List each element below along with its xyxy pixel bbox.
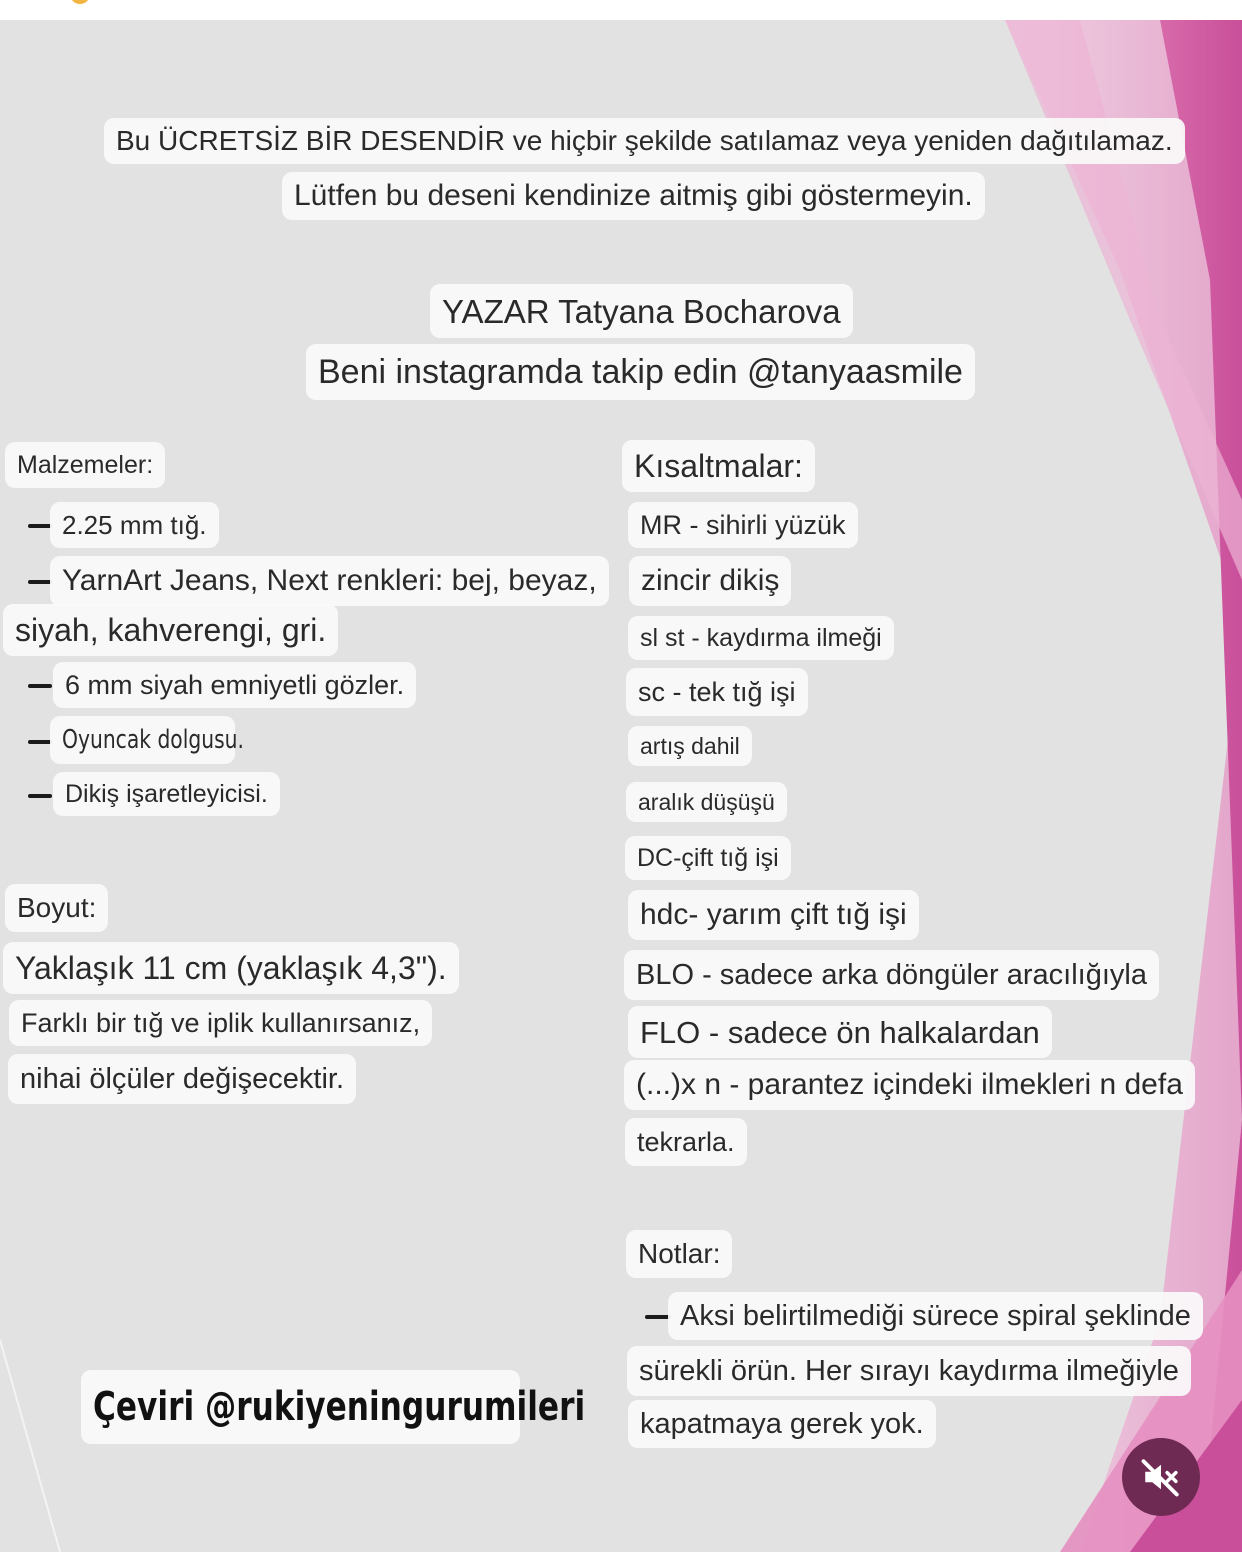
materials-item-stuffing-text: Oyuncak dolgusu. (62, 725, 244, 755)
bullet-dash (28, 524, 52, 528)
bullet-dash (28, 740, 52, 744)
notes-title: Notlar: (626, 1230, 732, 1278)
size-line-2: Farklı bir tığ ve iplik kullanırsanız, (9, 1000, 432, 1046)
mute-button[interactable] (1122, 1438, 1200, 1516)
size-line-1: Yaklaşık 11 cm (yaklaşık 4,3"). (3, 942, 459, 994)
materials-title: Malzemeler: (5, 442, 165, 488)
materials-item-hook: 2.25 mm tığ. (50, 502, 219, 548)
translator-credit-text: Çeviri @rukiyeningurumileri (93, 1384, 586, 1430)
abbreviation-dc: DC-çift tığ işi (625, 836, 791, 880)
instagram-follow-label: Beni instagramda takip edin @tanyaasmile (306, 344, 975, 400)
size-line-3: nihai ölçüler değişecektir. (8, 1054, 356, 1104)
materials-item-stuffing (50, 716, 244, 764)
abbreviations-title: Kısaltmalar: (622, 440, 815, 492)
disclaimer-line-2: Lütfen bu deseni kendinize aitmiş gibi göstermeyin. (282, 172, 985, 220)
abbreviation-sl-st: sl st - kaydırma ilmeği (628, 616, 894, 660)
notes-line-2: sürekli örün. Her sırayı kaydırma ilmeğiyle (627, 1346, 1191, 1396)
abbreviation-repeat: (...)x n - parantez içindeki ilmekleri n defa (624, 1060, 1195, 1110)
top-bar (0, 0, 1242, 20)
notes-line-1: Aksi belirtilmediği sürece spiral şeklinde (668, 1292, 1203, 1340)
materials-item-marker: Dikiş işaretleyicisi. (53, 772, 280, 816)
author-label: YAZAR Tatyana Bocharova (430, 284, 853, 338)
translator-credit (81, 1370, 586, 1444)
disclaimer-line-1: Bu ÜCRETSİZ BİR DESENDİR ve hiçbir şekilde satılamaz veya yeniden dağıtılamaz. (104, 118, 1185, 164)
notes-line-3: kapatmaya gerek yok. (628, 1400, 936, 1448)
abbreviation-flo: FLO - sadece ön halkalardan (628, 1006, 1052, 1058)
top-indicator (70, 0, 90, 4)
materials-item-yarn: YarnArt Jeans, Next renkleri: bej, beyaz, (50, 556, 609, 606)
bullet-dash (28, 684, 52, 688)
abbreviation-blo: BLO - sadece arka döngüler aracılığıyla (624, 950, 1159, 1000)
bullet-dash (28, 794, 52, 798)
abbreviation-inc: artış dahil (628, 726, 752, 766)
size-title: Boyut: (5, 884, 108, 932)
abbreviation-hdc: hdc- yarım çift tığ işi (628, 890, 919, 940)
abbreviation-chain: zincir dikiş (629, 556, 791, 606)
abbreviation-dec: aralık düşüşü (626, 782, 787, 822)
materials-item-eyes: 6 mm siyah emniyetli gözler. (53, 662, 416, 708)
abbreviation-sc: sc - tek tığ işi (626, 668, 808, 716)
materials-item-yarn-colors: siyah, kahverengi, gri. (3, 604, 338, 656)
abbreviation-mr: MR - sihirli yüzük (628, 502, 858, 548)
muted-speaker-icon (1140, 1456, 1182, 1498)
bullet-dash (28, 580, 52, 584)
abbreviation-repeat-cont: tekrarla. (625, 1118, 747, 1166)
